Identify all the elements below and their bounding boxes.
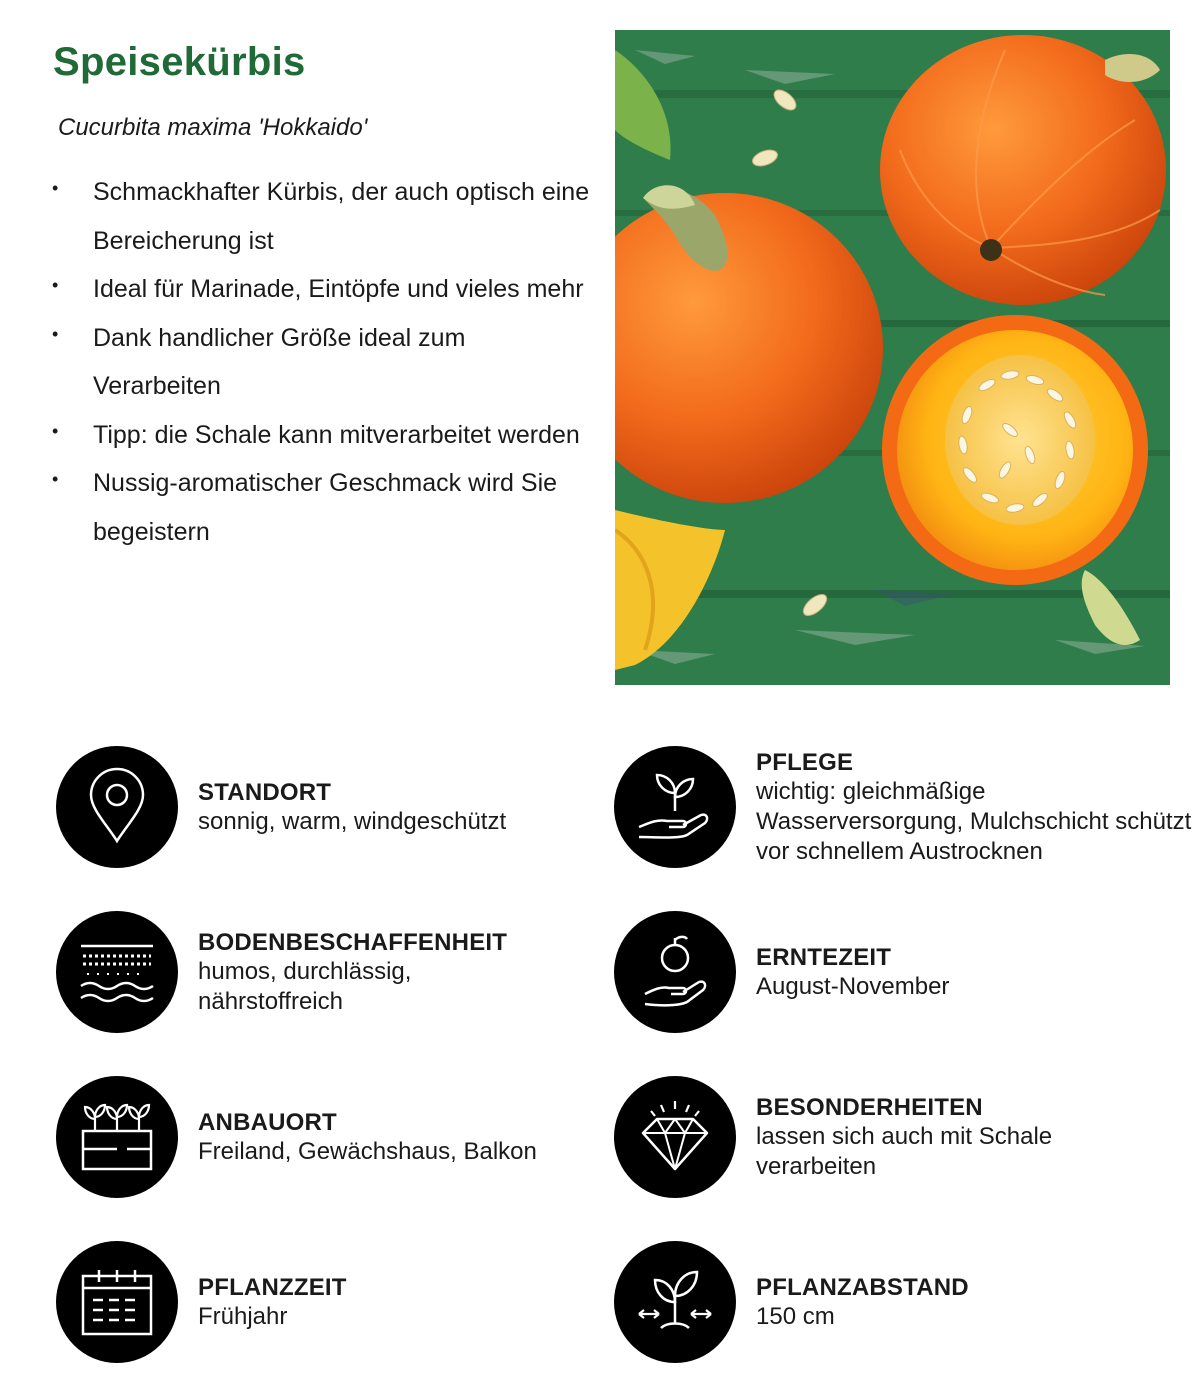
- diamond-icon: [635, 1097, 715, 1177]
- bullet-item: • Nussig-aromatischer Geschmack wird Sie begeistern: [52, 459, 592, 556]
- location-pin-icon: [77, 767, 157, 847]
- feature-label: STANDORT: [198, 778, 332, 806]
- soil-layers-icon: [77, 932, 157, 1012]
- product-photo: [615, 30, 1170, 685]
- feature-bodenbeschaffenheit: [56, 911, 596, 1035]
- feature-value: Freiland, Gewächshaus, Balkon: [198, 1137, 537, 1165]
- feature-label: ANBAUORT: [198, 1108, 337, 1136]
- feature-value: lassen sich auch mit Schale verarbeiten: [756, 1122, 1053, 1180]
- seedling-hand-icon: [635, 767, 715, 847]
- feature-value: Frühjahr: [198, 1302, 288, 1330]
- feature-standort: [56, 746, 596, 870]
- plant-spacing-icon: [635, 1262, 715, 1342]
- calendar-icon: [77, 1262, 157, 1342]
- feature-label: PFLANZABSTAND: [756, 1273, 969, 1301]
- bullet-item: • Schmackhafter Kürbis, der auch optisch eine Bereicherung ist: [52, 168, 592, 265]
- feature-label: BESONDERHEITEN: [756, 1093, 983, 1121]
- feature-value: sonnig, warm, windgeschützt: [198, 807, 507, 835]
- feature-value: 150 cm: [756, 1302, 835, 1330]
- feature-pflege: [614, 746, 1194, 870]
- feature-pflanzabstand: [614, 1241, 1194, 1365]
- bullet-item: • Tipp: die Schale kann mitverarbeitet werden: [52, 411, 592, 460]
- feature-label: BODENBESCHAFFENHEIT: [198, 928, 508, 956]
- feature-label: ERNTEZEIT: [756, 943, 892, 971]
- feature-erntezeit: [614, 911, 1194, 1035]
- feature-pflanzzeit: [56, 1241, 596, 1365]
- feature-bullet-list: [52, 168, 592, 556]
- fruit-hand-icon: [635, 932, 715, 1012]
- feature-besonderheiten: [614, 1076, 1194, 1200]
- feature-label: PFLANZZEIT: [198, 1273, 347, 1301]
- feature-label: PFLEGE: [756, 748, 854, 776]
- page-title: Speisekürbis: [53, 40, 306, 84]
- feature-value: wichtig: gleichmäßige Wasserversorgung, Mulchschicht schützt vor schnellem Austrocknen: [756, 777, 1192, 865]
- bullet-item: • Ideal für Marinade, Eintöpfe und vieles mehr: [52, 265, 592, 314]
- bullet-item: • Dank handlicher Größe ideal zum Verarbeiten: [52, 314, 592, 411]
- planter-box-icon: [77, 1097, 157, 1177]
- latin-name: Cucurbita maxima 'Hokkaido': [58, 114, 368, 141]
- feature-value: August-November: [756, 972, 950, 1000]
- feature-value: humos, durchlässig, nährstoffreich: [198, 957, 412, 1015]
- feature-anbauort: [56, 1076, 616, 1200]
